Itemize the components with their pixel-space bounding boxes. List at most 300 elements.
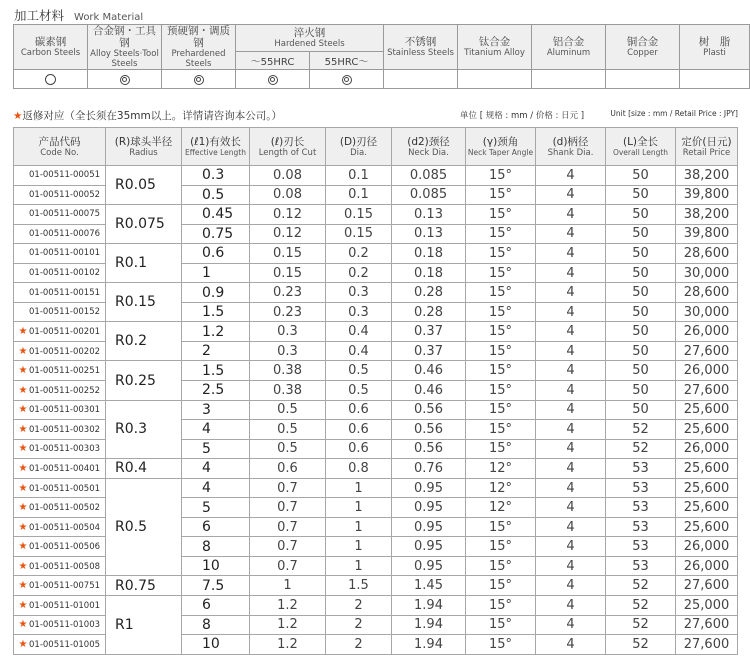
table-row (14, 400, 738, 420)
price-cell: 25,600 (676, 498, 738, 518)
effective-length-cell: 0.75 (182, 224, 250, 244)
code-cell (14, 420, 106, 440)
shank-dia-cell: 4 (536, 302, 606, 322)
effective-length-cell: 2.5 (182, 381, 250, 401)
length-of-cut-cell: 0.7 (250, 517, 326, 537)
neck-dia-cell: 0.28 (392, 283, 466, 303)
shank-dia-cell: 4 (536, 556, 606, 576)
column-header (392, 128, 466, 166)
neck-angle-cell: 15° (466, 341, 536, 361)
radius-cell: R0.05 (106, 166, 182, 205)
material-rating-cell (236, 70, 310, 89)
column-header (466, 128, 536, 166)
code-number: 01-00511-00202 (29, 346, 101, 357)
material-header-cell (384, 25, 458, 70)
radius-cell: R0.75 (106, 576, 182, 596)
code-number: 01-00511-00504 (29, 522, 101, 533)
price-cell: 30,000 (676, 302, 738, 322)
neck-angle-cell: 12° (466, 498, 536, 518)
shank-dia-cell: 4 (536, 263, 606, 283)
dia-cell: 0.15 (326, 224, 392, 244)
shank-dia-cell: 4 (536, 576, 606, 596)
material-rating-cell (88, 70, 162, 89)
price-cell: 38,200 (676, 166, 738, 186)
neck-dia-cell: 1.94 (392, 596, 466, 616)
overall-length-cell: 50 (606, 244, 676, 264)
code-number: 01-00511-00502 (29, 503, 101, 514)
dia-cell: 1 (326, 478, 392, 498)
material-rating-cell (458, 70, 532, 89)
neck-dia-cell: 0.13 (392, 205, 466, 225)
code-number: 01-00511-00301 (29, 405, 101, 416)
overall-length-cell: 50 (606, 361, 676, 381)
code-number: 01-00511-00151 (29, 287, 101, 298)
effective-length-cell: 0.5 (182, 185, 250, 205)
table-row (14, 596, 738, 616)
length-of-cut-cell: 1.2 (250, 635, 326, 655)
code-cell (14, 517, 106, 537)
material-rating-row (14, 70, 750, 89)
material-name-en: Copper (627, 48, 658, 58)
overall-length-cell: 50 (606, 263, 676, 283)
spec-header-row (14, 128, 738, 166)
material-header-cell (458, 25, 532, 70)
material-name-zh: 预硬钢・调质钢 (167, 25, 230, 49)
code-number: 01-00511-00076 (29, 228, 101, 239)
price-cell: 27,600 (676, 615, 738, 635)
dia-cell: 2 (326, 615, 392, 635)
neck-dia-cell: 0.085 (392, 166, 466, 186)
column-header-en: Neck Dia. (408, 147, 449, 158)
price-cell: 39,800 (676, 224, 738, 244)
shank-dia-cell: 4 (536, 498, 606, 518)
code-cell (14, 322, 106, 342)
star-icon: ★ (18, 384, 28, 396)
price-cell: 26,000 (676, 556, 738, 576)
dia-cell: 0.4 (326, 322, 392, 342)
effective-length-cell: 0.6 (182, 244, 250, 264)
dia-cell: 0.2 (326, 244, 392, 264)
effective-length-cell: 6 (182, 517, 250, 537)
column-header (250, 128, 326, 166)
neck-dia-cell: 0.95 (392, 517, 466, 537)
material-rating-cell (310, 70, 384, 89)
code-number: 01-00511-00051 (29, 170, 101, 181)
dia-cell: 0.5 (326, 381, 392, 401)
star-icon: ★ (18, 443, 28, 455)
neck-angle-cell: 15° (466, 205, 536, 225)
neck-dia-cell: 0.56 (392, 420, 466, 440)
column-header (14, 128, 106, 166)
effective-length-cell: 1.5 (182, 361, 250, 381)
effective-length-cell: 7.5 (182, 576, 250, 596)
dia-cell: 0.1 (326, 185, 392, 205)
length-of-cut-cell: 1.2 (250, 615, 326, 635)
code-number: 01-00511-00075 (29, 209, 101, 220)
star-icon: ★ (18, 502, 28, 514)
work-material-title-en: Work Material (74, 12, 144, 23)
code-number: 01-00511-01005 (29, 639, 101, 650)
column-header (106, 128, 182, 166)
regrind-note-text: 返修对应（全长须在35mm以上。详情请咨询本公司。） (22, 110, 282, 122)
radius-cell: R0.3 (106, 400, 182, 459)
effective-length-cell: 5 (182, 498, 250, 518)
code-number: 01-00511-00152 (29, 307, 101, 318)
dia-cell: 0.6 (326, 400, 392, 420)
dia-cell: 1 (326, 537, 392, 557)
column-header (326, 128, 392, 166)
star-icon: ★ (18, 560, 28, 572)
neck-angle-cell: 15° (466, 420, 536, 440)
dia-cell: 1.5 (326, 576, 392, 596)
length-of-cut-cell: 0.7 (250, 556, 326, 576)
dia-cell: 1 (326, 517, 392, 537)
material-name-en: Stainless Steels (387, 48, 454, 58)
column-header-en: Neck Taper Angle (467, 147, 534, 157)
column-header-en: Code No. (40, 147, 79, 158)
table-row (14, 576, 738, 596)
overall-length-cell: 53 (606, 517, 676, 537)
length-of-cut-cell: 0.5 (250, 439, 326, 459)
code-cell (14, 381, 106, 401)
price-cell: 27,600 (676, 635, 738, 655)
neck-dia-cell: 0.56 (392, 400, 466, 420)
neck-angle-cell: 15° (466, 185, 536, 205)
star-icon: ★ (18, 462, 28, 474)
double-circle-mark-icon (342, 75, 352, 85)
length-of-cut-cell: 0.38 (250, 381, 326, 401)
overall-length-cell: 53 (606, 537, 676, 557)
neck-dia-cell: 0.46 (392, 381, 466, 401)
code-cell (14, 302, 106, 322)
length-of-cut-cell: 0.08 (250, 185, 326, 205)
column-header-zh: (d)柄径 (552, 135, 589, 148)
price-cell: 25,600 (676, 517, 738, 537)
shank-dia-cell: 4 (536, 185, 606, 205)
shank-dia-cell: 4 (536, 537, 606, 557)
overall-length-cell: 50 (606, 166, 676, 186)
price-cell: 28,600 (676, 283, 738, 303)
shank-dia-cell: 4 (536, 439, 606, 459)
code-cell (14, 224, 106, 244)
overall-length-cell: 50 (606, 185, 676, 205)
overall-length-cell: 50 (606, 283, 676, 303)
neck-angle-cell: 15° (466, 322, 536, 342)
material-name-zh: 钛合金 (478, 36, 511, 48)
column-header-en: Effective Length (185, 147, 246, 157)
length-of-cut-cell: 0.5 (250, 420, 326, 440)
star-icon: ★ (18, 580, 28, 592)
length-of-cut-cell: 0.7 (250, 478, 326, 498)
material-name-en: Alloy Steels·Tool Steels (90, 49, 159, 69)
dia-cell: 2 (326, 596, 392, 616)
shank-dia-cell: 4 (536, 459, 606, 479)
price-cell: 25,000 (676, 596, 738, 616)
material-rating-cell (606, 70, 680, 89)
shank-dia-cell: 4 (536, 615, 606, 635)
column-header (676, 128, 738, 166)
material-header-cell (532, 25, 606, 70)
code-number: 01-00511-00201 (29, 327, 101, 338)
neck-angle-cell: 15° (466, 283, 536, 303)
code-number: 01-00511-00501 (29, 483, 101, 494)
dia-cell: 0.1 (326, 166, 392, 186)
column-header-zh: (d2)颈径 (407, 135, 450, 148)
work-material-table (13, 24, 750, 89)
effective-length-cell: 1 (182, 263, 250, 283)
effective-length-cell: 4 (182, 478, 250, 498)
price-cell: 28,600 (676, 244, 738, 264)
code-number: 01-00511-00401 (29, 463, 101, 474)
code-number: 01-00511-00102 (29, 268, 101, 278)
star-icon: ★ (18, 423, 28, 435)
double-circle-mark-icon (194, 75, 204, 85)
shank-dia-cell: 4 (536, 341, 606, 361)
code-cell (14, 166, 106, 186)
material-header-cell (606, 25, 680, 70)
shank-dia-cell: 4 (536, 420, 606, 440)
code-cell (14, 576, 106, 596)
double-circle-mark-icon (120, 75, 130, 85)
code-cell (14, 459, 106, 479)
neck-dia-cell: 0.085 (392, 185, 466, 205)
overall-length-cell: 50 (606, 341, 676, 361)
code-number: 01-00511-00251 (29, 366, 101, 377)
length-of-cut-cell: 0.7 (250, 537, 326, 557)
effective-length-cell: 1.5 (182, 302, 250, 322)
table-row (14, 166, 738, 186)
overall-length-cell: 50 (606, 400, 676, 420)
code-cell (14, 361, 106, 381)
length-of-cut-cell: 0.23 (250, 283, 326, 303)
dia-cell: 0.8 (326, 459, 392, 479)
star-icon: ★ (18, 482, 28, 494)
length-of-cut-cell: 0.6 (250, 459, 326, 479)
dia-cell: 0.3 (326, 283, 392, 303)
neck-angle-cell: 15° (466, 244, 536, 264)
code-cell (14, 439, 106, 459)
code-number: 01-00511-00508 (29, 561, 101, 572)
shank-dia-cell: 4 (536, 381, 606, 401)
effective-length-cell: 6 (182, 596, 250, 616)
spec-table (13, 127, 738, 655)
dia-cell: 0.5 (326, 361, 392, 381)
code-cell (14, 615, 106, 635)
neck-dia-cell: 0.76 (392, 459, 466, 479)
effective-length-cell: 8 (182, 537, 250, 557)
material-rating-cell (384, 70, 458, 89)
shank-dia-cell: 4 (536, 224, 606, 244)
column-header-en: Dia. (350, 147, 367, 158)
overall-length-cell: 52 (606, 635, 676, 655)
length-of-cut-cell: 1 (250, 576, 326, 596)
price-cell: 30,000 (676, 263, 738, 283)
material-header-row (14, 25, 750, 52)
neck-dia-cell: 0.95 (392, 478, 466, 498)
neck-dia-cell: 1.45 (392, 576, 466, 596)
overall-length-cell: 50 (606, 205, 676, 225)
neck-dia-cell: 0.95 (392, 537, 466, 557)
shank-dia-cell: 4 (536, 283, 606, 303)
code-cell (14, 400, 106, 420)
code-cell (14, 596, 106, 616)
column-header-zh: (D)刃径 (339, 135, 378, 148)
code-number: 01-00511-00252 (29, 385, 101, 396)
radius-cell: R0.1 (106, 244, 182, 283)
code-number: 01-00511-00101 (29, 248, 101, 259)
hrc-range-cell: ～55HRC (236, 51, 310, 69)
unit-note-zh: 单位 [ 规格 : mm / 价格 : 日元 ] (460, 111, 585, 121)
hrc-range-cell: 55HRC～ (310, 51, 384, 69)
neck-angle-cell: 15° (466, 517, 536, 537)
table-row (14, 283, 738, 303)
material-name-zh: 树 脂 (698, 36, 731, 48)
work-material-title-zh: 加工材料 (14, 8, 65, 23)
dia-cell: 0.3 (326, 302, 392, 322)
length-of-cut-cell: 0.15 (250, 244, 326, 264)
double-circle-mark-icon (268, 75, 278, 85)
dia-cell: 2 (326, 635, 392, 655)
table-row (14, 322, 738, 342)
radius-cell: R0.075 (106, 205, 182, 244)
neck-angle-cell: 15° (466, 361, 536, 381)
shank-dia-cell: 4 (536, 244, 606, 264)
neck-dia-cell: 0.28 (392, 302, 466, 322)
shank-dia-cell: 4 (536, 166, 606, 186)
code-cell (14, 556, 106, 576)
star-icon: ★ (18, 541, 28, 553)
star-icon: ★ (18, 326, 28, 338)
overall-length-cell: 50 (606, 224, 676, 244)
neck-angle-cell: 15° (466, 302, 536, 322)
material-rating-cell (680, 70, 750, 89)
effective-length-cell: 0.9 (182, 283, 250, 303)
code-cell (14, 341, 106, 361)
column-header-en: Radius (129, 147, 158, 158)
table-row (14, 205, 738, 225)
column-header-zh: 定价(日元) (681, 135, 732, 148)
material-name-en: Hardened Steels (274, 38, 345, 49)
code-cell (14, 205, 106, 225)
length-of-cut-cell: 0.08 (250, 166, 326, 186)
code-number: 01-00511-00506 (29, 542, 101, 553)
material-name-zh: 合金钢・工具钢 (93, 25, 156, 49)
neck-dia-cell: 0.95 (392, 498, 466, 518)
neck-dia-cell: 0.46 (392, 361, 466, 381)
neck-angle-cell: 15° (466, 439, 536, 459)
column-header-zh: (ℓ)刃长 (270, 135, 305, 148)
column-header (606, 128, 676, 166)
shank-dia-cell: 4 (536, 322, 606, 342)
material-name-zh: 铜合金 (626, 36, 659, 48)
effective-length-cell: 4 (182, 420, 250, 440)
column-header-en: Retail Price (682, 147, 731, 158)
material-name-en: Plasti (703, 48, 726, 58)
effective-length-cell: 10 (182, 635, 250, 655)
neck-angle-cell: 12° (466, 478, 536, 498)
overall-length-cell: 52 (606, 576, 676, 596)
column-header-en: Shank Dia. (547, 147, 594, 158)
code-number: 01-00511-00303 (29, 444, 101, 455)
code-number: 01-00511-00302 (29, 424, 101, 435)
neck-dia-cell: 0.18 (392, 263, 466, 283)
effective-length-cell: 0.3 (182, 166, 250, 186)
overall-length-cell: 52 (606, 420, 676, 440)
table-row (14, 361, 738, 381)
effective-length-cell: 2 (182, 341, 250, 361)
price-cell: 26,000 (676, 361, 738, 381)
effective-length-cell: 0.45 (182, 205, 250, 225)
dia-cell: 0.15 (326, 205, 392, 225)
shank-dia-cell: 4 (536, 400, 606, 420)
column-header (182, 128, 250, 166)
price-cell: 27,600 (676, 381, 738, 401)
price-cell: 38,200 (676, 205, 738, 225)
price-cell: 26,000 (676, 322, 738, 342)
overall-length-cell: 53 (606, 498, 676, 518)
effective-length-cell: 1.2 (182, 322, 250, 342)
radius-cell: R0.5 (106, 478, 182, 576)
overall-length-cell: 52 (606, 615, 676, 635)
length-of-cut-cell: 0.15 (250, 263, 326, 283)
code-cell (14, 244, 106, 264)
neck-angle-cell: 15° (466, 263, 536, 283)
table-row (14, 459, 738, 479)
table-row (14, 244, 738, 264)
shank-dia-cell: 4 (536, 517, 606, 537)
material-header-cell (162, 25, 236, 70)
material-name-en: Titanium Alloy (464, 48, 525, 58)
shank-dia-cell: 4 (536, 205, 606, 225)
effective-length-cell: 5 (182, 439, 250, 459)
overall-length-cell: 50 (606, 381, 676, 401)
column-header-en: Length of Cut (258, 147, 317, 158)
neck-angle-cell: 15° (466, 615, 536, 635)
material-header-cell (88, 25, 162, 70)
neck-dia-cell: 0.95 (392, 556, 466, 576)
price-cell: 25,600 (676, 420, 738, 440)
circle-mark-icon (45, 74, 56, 85)
code-number: 01-00511-00751 (29, 581, 101, 592)
dia-cell: 0.6 (326, 420, 392, 440)
code-cell (14, 635, 106, 655)
code-number: 01-00511-01001 (29, 600, 101, 611)
effective-length-cell: 8 (182, 615, 250, 635)
neck-angle-cell: 15° (466, 576, 536, 596)
shank-dia-cell: 4 (536, 635, 606, 655)
length-of-cut-cell: 1.2 (250, 596, 326, 616)
code-cell (14, 478, 106, 498)
material-header-cell (236, 25, 384, 52)
star-icon: ★ (18, 599, 28, 611)
material-name-zh: 铝合金 (552, 36, 585, 48)
shank-dia-cell: 4 (536, 478, 606, 498)
neck-angle-cell: 15° (466, 166, 536, 186)
neck-angle-cell: 15° (466, 556, 536, 576)
price-cell: 27,600 (676, 341, 738, 361)
overall-length-cell: 53 (606, 459, 676, 479)
length-of-cut-cell: 0.23 (250, 302, 326, 322)
material-rating-cell (162, 70, 236, 89)
neck-angle-cell: 15° (466, 400, 536, 420)
price-cell: 39,800 (676, 185, 738, 205)
radius-cell: R1 (106, 596, 182, 655)
work-material-title (14, 6, 143, 24)
radius-cell: R0.4 (106, 459, 182, 479)
material-header-cell (14, 25, 88, 70)
material-rating-cell (14, 70, 88, 89)
effective-length-cell: 10 (182, 556, 250, 576)
